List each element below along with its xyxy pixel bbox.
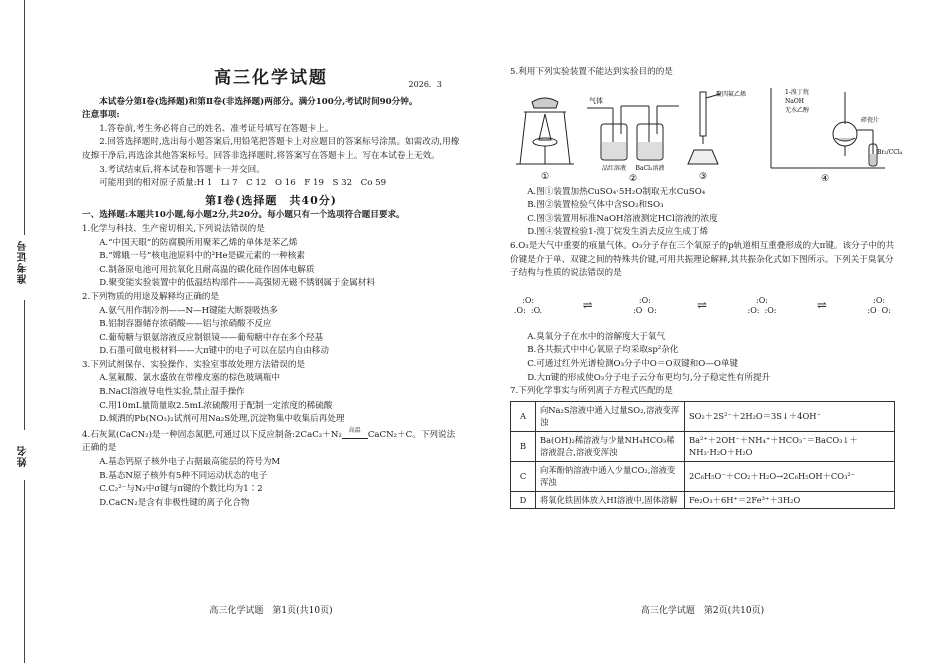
fig4-label-1: 1-溴丁烷: [785, 88, 809, 96]
exam-date: 2026．3: [408, 80, 442, 89]
table-row: [511, 401, 895, 431]
ozone-resonance-structures: [514, 285, 891, 327]
reaction-condition: 高温: [348, 426, 361, 434]
note-1: 1.答卷前,考生务必将自己的姓名、准考证号填写在答题卡上。: [99, 123, 334, 134]
bottle-label-2: BaCl₂溶液: [635, 164, 665, 172]
resonance-structure-4: :O: :O O:: [867, 295, 891, 315]
resonance-arrow: ⇌: [816, 297, 827, 312]
q6-option-c: C.可通过红外光谱检测O₃分子中O＝O双键和O—O单键: [527, 358, 739, 369]
option-d: D.倾洒的Pb(NO₃)₂试剂可用Na₂S处理,沉淀物集中收集后再处理: [99, 414, 345, 425]
page-footer: 高三化学试题 第2页(共10页): [640, 606, 765, 617]
row-key: D: [511, 491, 536, 509]
margin-line: [24, 0, 25, 235]
resonance-arrow: ⇌: [697, 297, 708, 312]
figure-2-gas-bottles: [583, 84, 683, 184]
figure-label: ②: [628, 173, 638, 184]
question-stem: 1.化学与科技、生产密切相关,下列说法错误的是: [82, 223, 265, 234]
section-title: 第Ⅰ卷(选择题 共40分): [205, 193, 337, 207]
fig4-label-3: 无水乙醇: [785, 106, 810, 114]
option-b: B.NaCl溶液导电性实验,禁止湿手操作: [99, 387, 245, 398]
q6-option-d: D.大π键的形成使O₃分子电子云分布更均匀,分子稳定性有所提升: [527, 372, 771, 383]
option-a: A.氢氟酸、氯水盛放在带橡皮塞的棕色玻璃瓶中: [99, 373, 281, 384]
option-c: C.制备原电池可用抗氧化且耐高温的碳化硅作固体电解质: [99, 264, 315, 275]
resonance-structure-3: :O: :O: :O:: [747, 295, 777, 315]
q6-option-b: B.各共振式中中心氧原子均采取sp²杂化: [527, 345, 679, 356]
page-1: [82, 0, 460, 663]
row-equation: Fe₂O₃＋6H⁺＝2Fe³⁺＋3H₂O: [685, 491, 895, 509]
fig4-label-4: 碎瓷片: [861, 116, 880, 124]
margin-line: [24, 300, 25, 430]
table-row: [511, 461, 895, 491]
fig4-label-5: Br₂/CCl₄: [877, 148, 903, 156]
q5-option-c: C.图③装置用标准NaOH溶液测定HCl溶液的浓度: [527, 213, 718, 224]
intro: 本试卷分第Ⅰ卷(选择题)和第Ⅱ卷(非选择题)两部分。满分100分,考试时间90分钟。: [99, 96, 418, 107]
table-row: [511, 491, 895, 509]
figure-3-titration: [686, 84, 762, 184]
resonance-structure-2: :O: :O O:: [633, 295, 657, 315]
question-1: [82, 223, 460, 291]
q6-option-a: A.臭氧分子在水中的溶解度大于氧气: [527, 331, 666, 342]
option-b: B.铝制容器储存浓硝酸——铝与浓硝酸不反应: [99, 319, 272, 330]
option-d: D.CaCN₂是含有非极性键的离子化合物: [99, 497, 250, 508]
note-2: 2.回答选择题时,选出每小题答案后,用铅笔把答题卡上对应题目的答案标号涂黑。如需改动,用橡皮擦干净后,再选涂其他答案标号。回答非选择题时,将答案写在答题卡上。写在本试卷上无效。: [82, 137, 460, 161]
reaction-arrow: [342, 427, 368, 441]
section-desc: 一、选择题:本题共10小题,每小题2分,共20分。每小题只有一个选项符合题目要求。: [82, 210, 405, 221]
option-a: A.氨气用作制冷剂——N—H键能大断裂吸热多: [99, 305, 278, 316]
figure-label: ④: [820, 173, 830, 184]
row-desc: Ba(OH)₂稀溶液与少量NH₄HCO₃稀溶液混合,溶液变浑浊: [536, 431, 685, 461]
q5-option-a: A.图①装置加热CuSO₄·5H₂O制取无水CuSO₄: [527, 186, 706, 197]
option-a: A.基态钙原子核外电子占据最高能层的符号为M: [99, 457, 281, 468]
question-4: [82, 427, 460, 511]
question-5-stem: 5.利用下列实验装置不能达到实验目的的是: [510, 67, 673, 77]
option-d: D.石墨可做电极材料——大π键中的电子可以在层内自由移动: [99, 346, 329, 357]
margin-line: [24, 480, 25, 663]
question-7-stem: 7.下列化学事实与所列离子方程式匹配的是: [510, 386, 673, 397]
option-c: C.葡萄糖与银氨溶液反应制银镜——葡萄糖中存在多个羟基: [99, 332, 324, 343]
option-b: B.“嫦娥一号”核电池原料中的³He是碳元素的一种核素: [99, 251, 305, 262]
question-stem: [82, 427, 460, 456]
q5-figures: [510, 84, 903, 184]
bottle-label-1: 品红溶液: [601, 164, 627, 172]
question-stem: 2.下列物质的用途及解释均正确的是: [82, 291, 220, 302]
question-6-stem: 6.O₃是大气中重要的痕量气体。O₃分子存在三个氧原子的p轨道相互重叠形成的大π键。该分子中的共价键是介于单、双键之间的特殊共价键,可用共振理论解释,其共振杂化式如下图所示。下列关于臭氧分子结构与性质的说法错误的是: [510, 240, 895, 279]
row-equation: 2C₆H₅O⁻＋CO₂＋H₂O→2C₆H₅OH＋CO₃²⁻: [685, 461, 895, 491]
stem-part: 4.石灰氮(CaCN₂)是一种固态氮肥,可通过以下反应制备:2CaC₂＋N₂: [82, 429, 342, 440]
gas-label: 气体: [589, 96, 603, 105]
figure-label: ①: [540, 171, 550, 182]
figure-4-elimination: [765, 84, 903, 184]
resonance-structure-1: :O: .O: :O.: [514, 295, 543, 315]
name-label: 姓名: [18, 445, 29, 467]
table-row: [511, 431, 895, 461]
option-a: A.“中国天眼”的防腐膜所用聚苯乙烯的单体是苯乙烯: [99, 237, 298, 248]
row-equation: SO₂＋2S²⁻＋2H₂O＝3S↓＋4OH⁻: [685, 401, 895, 431]
option-d: D.聚变能实验装置中的低温结构部件——高强韧无磁不锈钢属于金属材料: [99, 278, 375, 289]
notes-heading: 注意事项:: [82, 110, 120, 121]
question-stem: 3.下列试剂保存、实验操作、实验室事故处理方法错误的是: [82, 359, 306, 370]
note-3: 3.考试结束后,将本试卷和答题卡一并交回。: [99, 164, 265, 175]
option-b: B.基态N原子核外有5种不同运动状态的电子: [99, 470, 268, 481]
question-3: [82, 359, 460, 427]
ptfe-label: 聚四氟乙烯: [716, 90, 747, 98]
page-2: [510, 0, 903, 663]
row-key: C: [511, 461, 536, 491]
exam-id-label: 准考证号: [18, 240, 29, 284]
exam-title-text: 高三化学试题: [214, 68, 328, 88]
page-footer: 高三化学试题 第1页(共10页): [209, 606, 333, 617]
option-c: C.用10mL量筒量取2.5mL浓硫酸用于配制一定浓度的稀硫酸: [99, 400, 333, 411]
q5-option-b: B.图②装置检验气体中含SO₂和SO₃: [527, 200, 664, 211]
row-equation: Ba²⁺＋2OH⁻＋NH₄⁺＋HCO₃⁻＝BaCO₃↓＋NH₃·H₂O＋H₂O: [685, 431, 895, 461]
q7-table: [510, 401, 895, 510]
q5-option-d: D.图④装置检验1-溴丁烷发生消去反应生成丁烯: [527, 227, 709, 238]
row-desc: 向Na₂S溶液中通入过量SO₂,溶液变浑浊: [536, 401, 685, 431]
figure-label: ③: [698, 171, 708, 182]
exam-title: [82, 68, 460, 89]
option-c: C.C₂²⁻与N₂中σ键与π键的个数比均为1∶2: [99, 484, 263, 495]
row-desc: 向苯酚钠溶液中通入少量CO₂,溶液变浑浊: [536, 461, 685, 491]
resonance-arrow: ⇌: [582, 297, 593, 312]
atomic-masses: 可能用到的相对原子质量:H 1 Li 7 C 12 O 16 F 19 S 32 Co 59: [99, 178, 387, 189]
question-2: [82, 291, 460, 359]
row-key: B: [511, 431, 536, 461]
row-key: A: [511, 401, 536, 431]
stem-part: CaCN₂＋C。下列说法正确的是: [82, 429, 456, 454]
binding-margin: [14, 0, 34, 663]
figure-1-heating-apparatus: [510, 84, 580, 184]
fig4-label-2: NaOH: [785, 97, 804, 105]
row-desc: 将氧化铁固体放入HI溶液中,固体溶解: [536, 491, 685, 509]
